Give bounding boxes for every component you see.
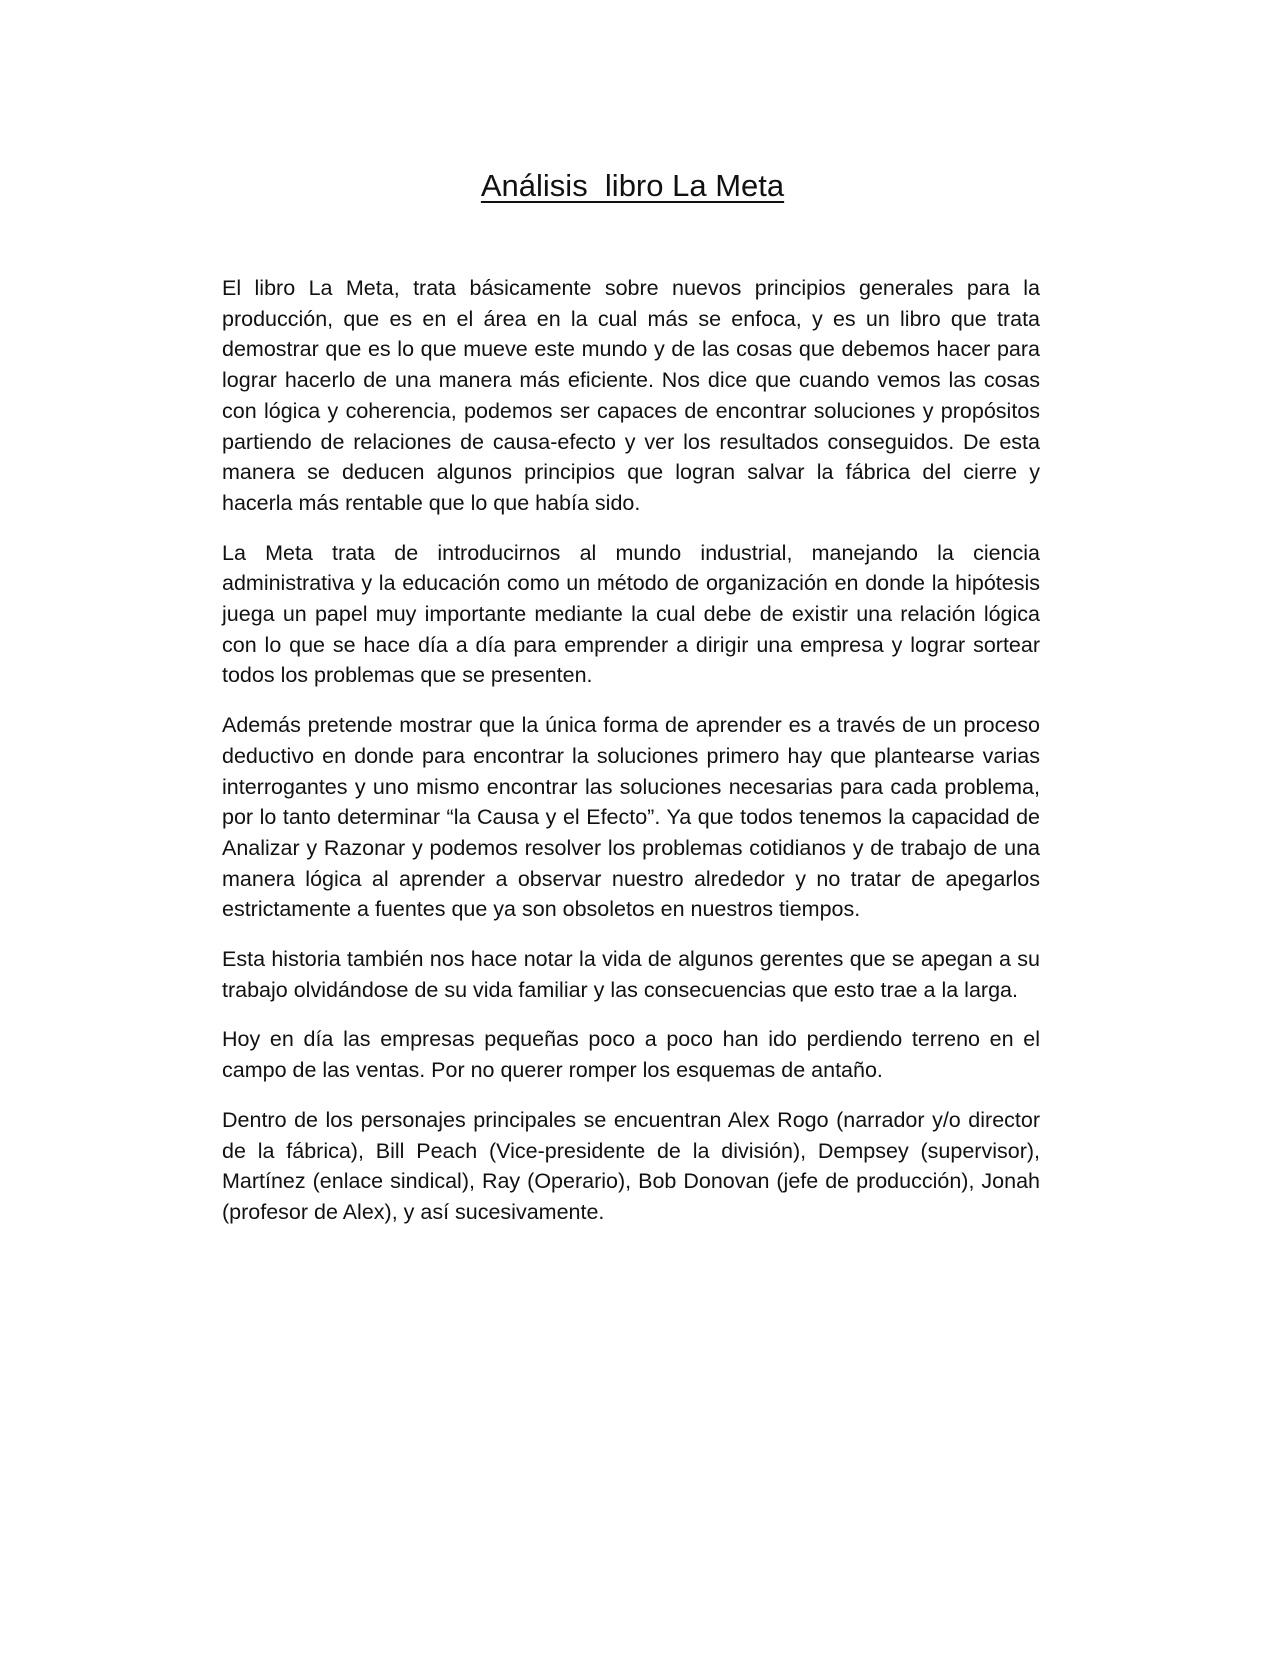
document-title: Análisis libro La Meta: [480, 168, 785, 203]
paragraph-managers: Esta historia también nos hace notar la vida de algunos gerentes que se apegan a su trabajo olvidándose de su vida familiar y las consecuencias que esto trae a la larga.: [222, 947, 1040, 1002]
paragraph-intro: El libro La Meta, trata básicamente sobre nuevos principios generales para la producción, que es en el área en la cual más se enfoca, y es un libro que trata demostrar que es lo que mueve este mundo y de las cosas que debemos hacer para lograr hacerlo de una manera más eficiente. Nos dice que cuando vemos las cosas con lógica y coherencia, podemos ser capaces de encontrar soluciones y propósitos partiendo de relaciones de causa-efecto y ver los resultados conseguidos. De esta manera se deducen algunos principios que logran salvar la fábrica del cierre y hacerla más rentable que lo que había sido.: [222, 276, 1040, 515]
paragraph-characters: Dentro de los personajes principales se encuentran Alex Rogo (narrador y/o director de la fábrica), Bill Peach (Vice-presidente de la división), Dempsey (supervisor), Martínez (enlace sindical), Ray (Operario), Bob Donovan (jefe de producción), Jonah (profesor de Alex), y así sucesivamente.: [222, 1107, 1040, 1224]
paragraph-deductive-process: Además pretende mostrar que la única forma de aprender es a través de un proceso deductivo en donde para encontrar la soluciones primero hay que plantearse varias interrogantes y uno mismo encontrar las soluciones necesarias para cada problema, por lo tanto determinar “la Causa y el Efecto”. Ya que todos tenemos la capacidad de Analizar y Razonar y podemos resolver los problemas cotidianos y de trabajo de una manera lógica al aprender a observar nuestro alrededor y no tratar de apegarlos estrictamente a fuentes que ya son obsoletos en nuestros tiempos.: [222, 713, 1040, 922]
paragraph-small-businesses: Hoy en día las empresas pequeñas poco a poco han ido perdiendo terreno en el campo de las ventas. Por no querer romper los esquemas de antaño.: [222, 1027, 1040, 1083]
document-body: [222, 273, 1040, 1247]
paragraph-industrial-world: La Meta trata de introducirnos al mundo industrial, manejando la ciencia administrativa y la educación como un método de organización en donde la hipótesis juega un papel muy importante mediante la cual debe de existir una relación lógica con lo que se hace día a día para emprender a dirigir una empresa y lograr sortear todos los problemas que se presenten.: [222, 540, 1040, 688]
